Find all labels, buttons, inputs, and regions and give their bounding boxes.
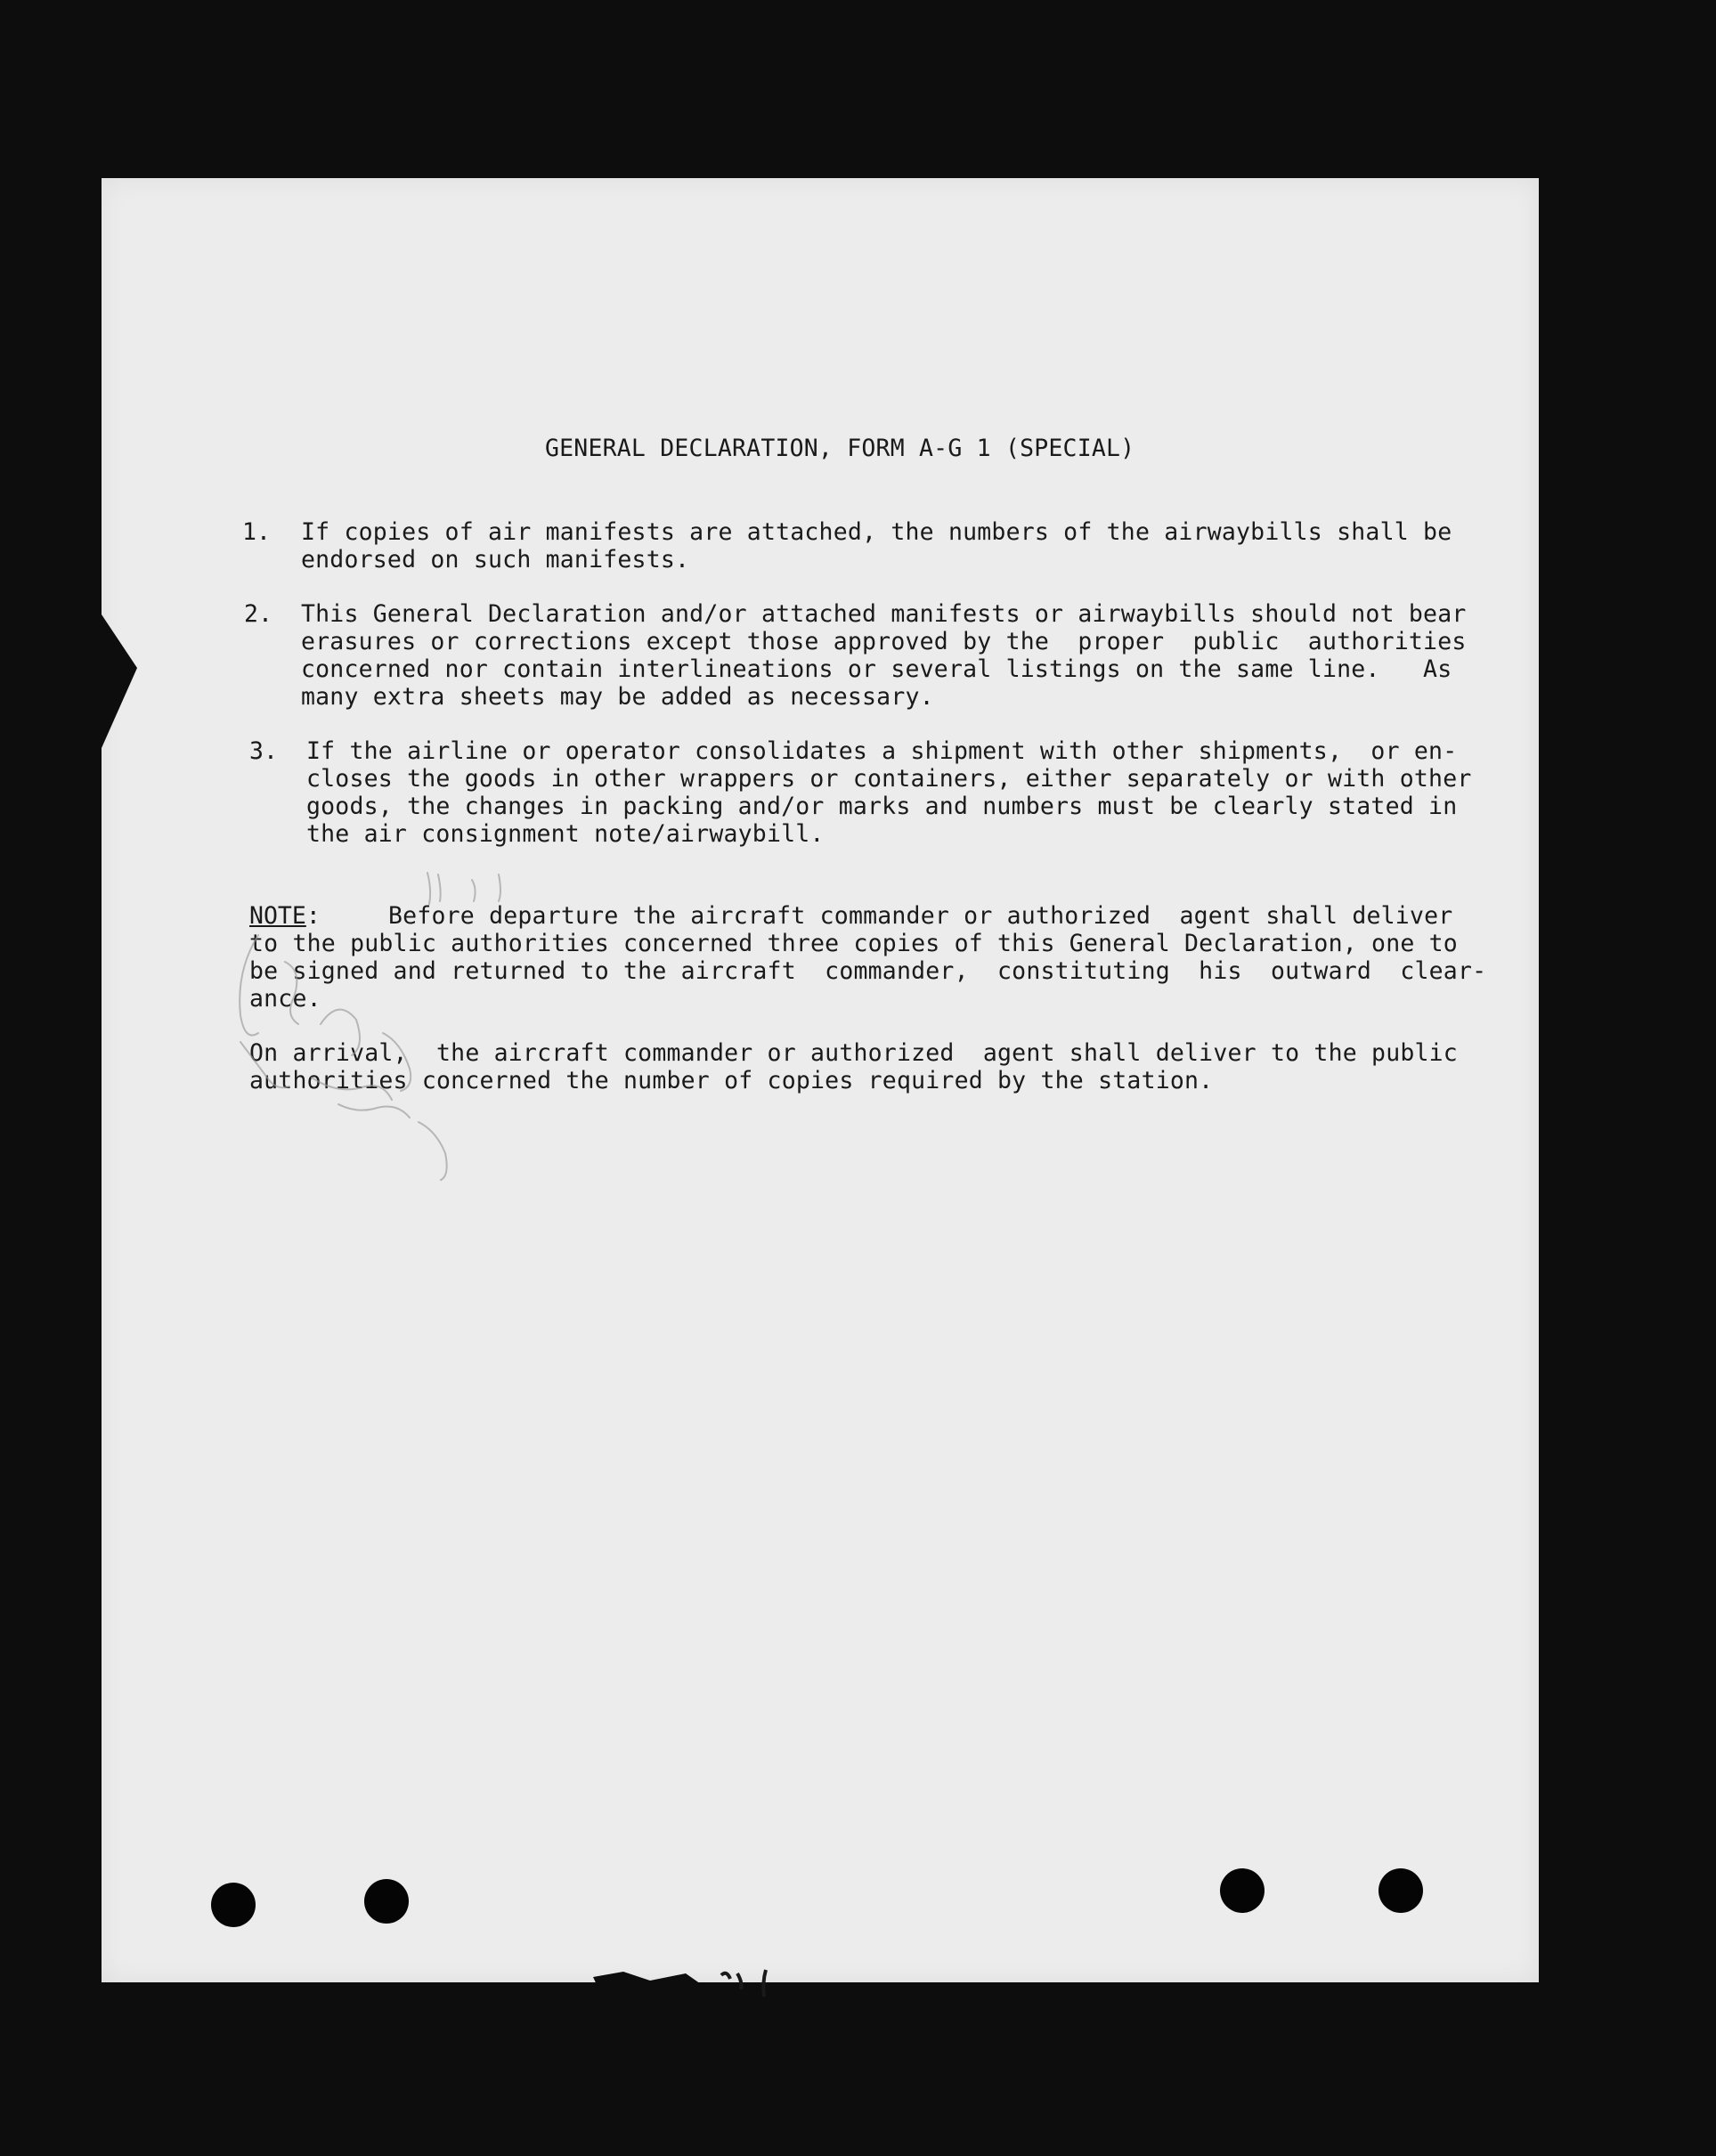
torn-bottom-edge bbox=[588, 1950, 801, 2013]
note-continuation: to the public authorities concerned three copies of this General Declaration, one to be signed and returned to the aircraft commander, constituting his outward clear- ance. bbox=[249, 930, 1487, 1013]
punch-hole bbox=[364, 1879, 409, 1924]
item-number: 3. bbox=[249, 737, 278, 765]
arrival-paragraph: On arrival, the aircraft commander or authorized agent shall deliver to the public authorities concerned the number of copies required by the station. bbox=[249, 1039, 1458, 1094]
item-text: If copies of air manifests are attached, the numbers of the airwaybills shall be endorsed on such manifests. bbox=[301, 518, 1452, 574]
handwritten-scribble bbox=[205, 864, 579, 1220]
document-title: GENERAL DECLARATION, FORM A-G 1 (SPECIAL) bbox=[545, 435, 1135, 462]
item-number: 1. bbox=[242, 518, 271, 546]
punch-hole bbox=[1378, 1868, 1423, 1913]
item-text: If the airline or operator consolidates a shipment with other shipments, or en- closes the goods in other wrappers or containers, either separately or with other goods, the changes in packing and/or marks and numbers must be clearly stated in the air consignment note/airwaybill. bbox=[306, 737, 1472, 848]
item-text: This General Declaration and/or attached manifests or airwaybills should not bear erasures or corrections except those approved by the proper public authorities concerned nor contain interlineations or several listings on the same line. As many extra sheets may be added as necessary. bbox=[301, 600, 1467, 711]
torn-edge bbox=[102, 614, 137, 748]
note-label-text: NOTE bbox=[249, 902, 306, 930]
punch-hole bbox=[1220, 1868, 1265, 1913]
item-number: 2. bbox=[244, 600, 272, 628]
note-first-line: Before departure the aircraft commander or authorized agent shall deliver bbox=[388, 902, 1453, 930]
note-label-colon: : bbox=[305, 902, 321, 930]
punch-hole bbox=[211, 1883, 256, 1927]
